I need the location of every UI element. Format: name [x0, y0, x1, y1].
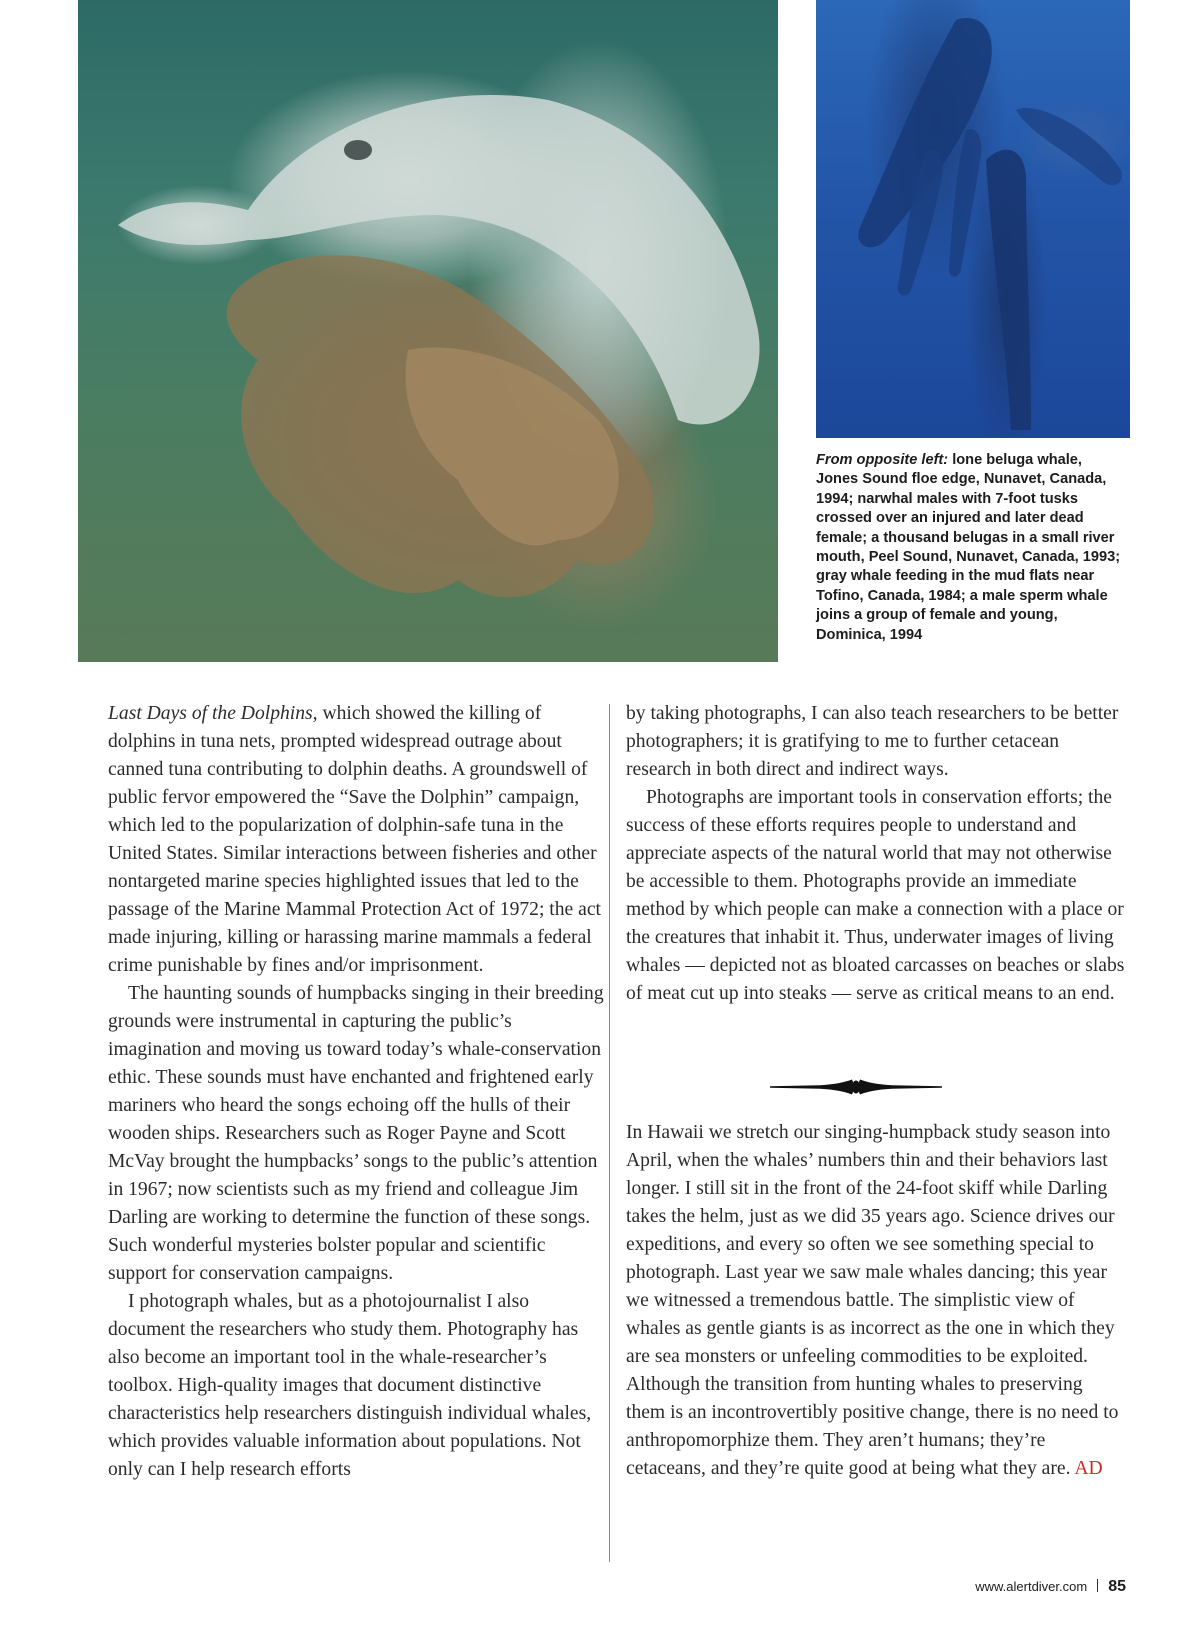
article-paragraph: I photograph whales, but as a photojournalist I also document the researchers who study them. Photography has also become an important tool in the whale-researcher’s toolbox. High-quality images that document distinctive characteristics help researchers distinguish individual whales, which provides valuable information about populations. Not only can I help research efforts [108, 1291, 592, 1480]
gray-whale-mud-photo-icon [78, 0, 778, 662]
caption-text: lone beluga whale, Jones Sound floe edge, Nunavet, Canada, 1994; narwhal males with 7-foot tusks crossed over an injured and later dead female; a thousand belugas in a small river mouth, Peel Sound, Nunavet, Canada, 1993; gray whale feeding in the mud flats near Tofino, Canada, 1984; a male sperm whale joins a group of female and young, Dominica, 1994 [816, 452, 1121, 643]
article-column-right-continued [626, 1119, 1126, 1483]
page-footer [860, 1578, 1126, 1596]
article-paragraph [626, 1119, 1126, 1483]
caption-lead: From opposite left: [816, 452, 949, 468]
article-paragraph: by taking photographs, I can also teach researchers to be better photographers; it is gratifying to me to further cetacean research in both direct and indirect ways. [626, 703, 1119, 780]
paragraph-text: which showed the killing of dolphins in tuna nets, prompted widespread outrage about canned tuna contributing to dolphin deaths. A groundswell of public fervor empowered the “Save the Dolphin” campaign, which led to the popularization of dolphin-safe tuna in the United States. Similar interactions between fisheries and other nontargeted marine species highlighted issues that led to the passage of the Marine Mammal Protection Act of 1972; the act made injuring, killing or harassing marine mammals a federal crime punishable by fines and/or imprisonment. [108, 703, 601, 976]
article-paragraph [108, 700, 604, 980]
section-break-ornament-icon [770, 1078, 942, 1096]
footer-url[interactable]: www.alertdiver.com [975, 1579, 1088, 1594]
photo-caption [816, 451, 1126, 645]
column-divider [609, 704, 610, 1562]
page-number: 85 [1108, 1578, 1126, 1595]
gray-whale-photo [78, 0, 778, 662]
book-title: Last Days of the Dolphins, [108, 703, 318, 724]
article-paragraph: The haunting sounds of humpbacks singing in their breeding grounds were instrumental in capturing the public’s imagination and moving us toward today’s whale-conservation ethic. These sounds must have enchanted and frightened early mariners who heard the songs echoing off the hulls of their wooden ships. Researchers such as Roger Payne and Scott McVay brought the humpbacks’ songs to the public’s attention in 1967; now scientists such as my friend and colleague Jim Darling are working to determine the function of these songs. Such wonderful mysteries bolster popular and scientific support for conservation campaigns. [108, 983, 604, 1284]
article-column-left [108, 700, 604, 1484]
sperm-whale-photo [816, 0, 1130, 438]
footer-separator [1097, 1579, 1098, 1592]
article-paragraph: Photographs are important tools in conservation efforts; the success of these efforts requires people to understand and appreciate aspects of the natural world that may not otherwise be accessible to them. Photographs provide an immediate method by which people can make a connection with a place or the creatures that inhabit it. Thus, underwater images of living whales — depicted not as bloated carcasses on beaches or slabs of meat cut up into steaks — serve as critical means to an end. [626, 787, 1125, 1004]
sperm-whale-group-photo-icon [816, 0, 1130, 438]
paragraph-text: In Hawaii we stretch our singing-humpback study season into April, when the whales’ numbers thin and their behaviors last longer. I still sit in the front of the 24-foot skiff while Darling takes the helm, just as we did 35 years ago. Science drives our expeditions, and every so often we see something special to photograph. Last year we saw male whales dancing; this year we witnessed a tremendous battle. The simplistic view of whales as gentle giants is as incorrect as the one in which they are sea monsters or unfeeling commodities to be exploited. Although the transition from hunting whales to preserving them is an incontrovertibly positive change, there is no need to anthropomorphize them. They aren’t humans; they’re cetaceans, and they’re quite good at being what they are. [626, 1122, 1119, 1479]
end-mark: AD [1074, 1458, 1103, 1479]
article-column-right [626, 700, 1126, 1008]
